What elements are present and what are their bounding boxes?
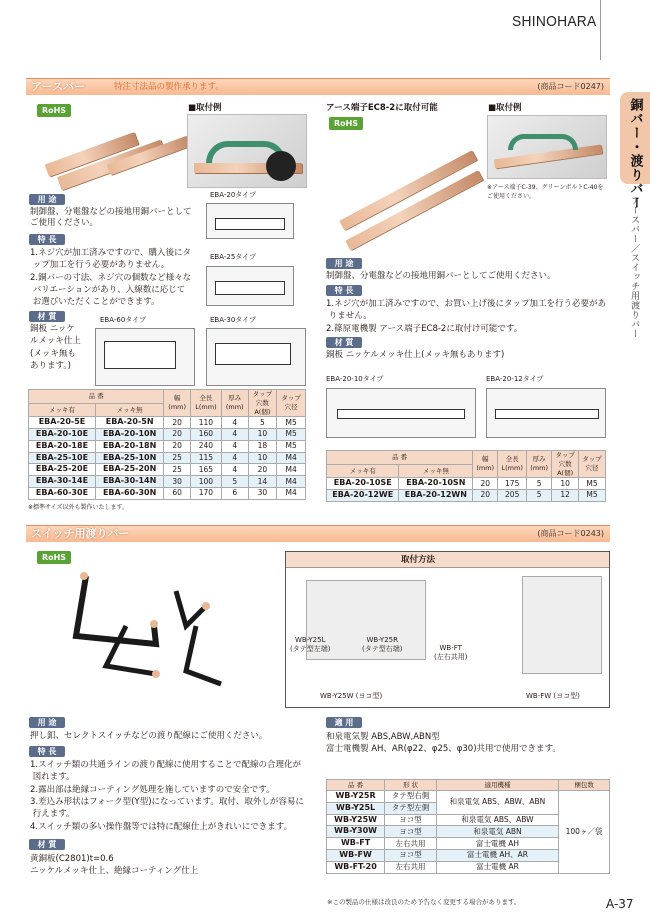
table-cell: EBA-20-5E <box>29 417 96 429</box>
table1-note: ※標準サイズ以外も製作いたします。 <box>28 504 129 511</box>
switchbar-code: (商品コード0243) <box>537 529 604 538</box>
usage-text: 制御盤、分電盤などの接地用銅バーとして ご使用ください。 <box>30 207 192 229</box>
table-cell: 240 <box>190 440 221 452</box>
type-eba25: EBA-25タイプ <box>210 253 256 261</box>
mount-drawing-fw <box>522 576 602 674</box>
earthbar-title: アースバー <box>31 80 86 93</box>
brand-logo: SHINOHARA <box>512 13 597 30</box>
type-eba20-10: EBA-20-10タイプ <box>326 375 384 383</box>
material-text: 銅板 ニッケ ルメッキ仕上 (メッキ無も あります。) <box>30 324 81 371</box>
th-holes: タップ 穴数 A(個) <box>248 390 277 417</box>
label-y25r: WB-Y25R (タテ型右端) <box>362 636 403 654</box>
ec-usage-tag: 用 途 <box>326 258 362 269</box>
earthbar-code: (商品コード0247) <box>537 82 604 91</box>
table-cell: WB-FT-20 <box>327 861 385 873</box>
table-cell: 60 <box>164 488 191 500</box>
table-cell: EBA-25-20E <box>29 464 96 476</box>
table-cell: 4 <box>221 464 248 476</box>
table-cell: M4 <box>277 464 306 476</box>
table-row <box>327 478 606 490</box>
label-y25w: WB-Y25W (ヨコ型) <box>320 692 383 700</box>
drawing-eba20-10 <box>326 388 476 438</box>
table-cell: 5 <box>221 476 248 488</box>
ec-mount-photo <box>487 115 607 179</box>
ec-photo <box>325 130 480 248</box>
table-cell: M5 <box>277 417 306 429</box>
ec-material-tag: 材 質 <box>326 337 362 348</box>
table-cell: 20 <box>164 440 191 452</box>
table-cell: EBA-20-18E <box>29 440 96 452</box>
table-cell: EBA-25-10E <box>29 452 96 464</box>
earthbar-spec-table <box>28 389 306 500</box>
footer-note: ※この製品の仕様は改良のため予告なく変更する場合があります。 <box>327 898 521 906</box>
table-cell: 30 <box>248 488 277 500</box>
rohs-badge-2: RoHS <box>329 117 363 130</box>
th-hinban: 品 番 <box>29 390 164 404</box>
earthbar-photo <box>36 120 178 192</box>
table-cell: EBA-20-5N <box>95 417 163 429</box>
table-cell: WB-Y25W <box>327 814 385 826</box>
table-cell: EBA-30-14E <box>29 476 96 488</box>
earthbar-banner <box>26 78 610 95</box>
mount-example-label: ■取付例 <box>188 103 222 113</box>
sw-apply-tag: 適 用 <box>326 717 362 728</box>
th-length: 全長 L(mm) <box>190 390 221 417</box>
table-cell: タテ型左側 <box>385 802 437 814</box>
mount-example-photo <box>187 114 307 188</box>
th2-holes: タップ 穴数 A(個) <box>552 451 579 478</box>
switchbar-title: スイッチ用渡りバー <box>31 527 130 540</box>
table-cell: EBA-20-10SN <box>399 478 473 490</box>
table-cell: 5 <box>248 417 277 429</box>
pack-cell: 100ヶ／袋 <box>559 791 610 874</box>
table-cell: M4 <box>277 452 306 464</box>
table-cell: 110 <box>190 417 221 429</box>
th2-thick: 厚み (mm) <box>527 451 552 478</box>
table-cell: EBA-20-12WN <box>399 490 473 502</box>
table-cell: 左右共用 <box>385 861 437 873</box>
table-cell: 165 <box>190 464 221 476</box>
table-row <box>29 440 306 452</box>
table-cell: WB-FW <box>327 849 385 861</box>
ec-material-text: 銅板 ニッケルメッキ仕上(メッキ無もあります) <box>326 350 505 360</box>
th2-tap: タップ 穴径 <box>579 451 606 478</box>
table-row <box>327 490 606 502</box>
table-cell: 20 <box>473 490 498 502</box>
table-cell: WB-FT <box>327 838 385 850</box>
table-cell: EBA-20-10SE <box>327 478 399 490</box>
table-cell: EBA-60-30N <box>95 488 163 500</box>
table-cell: 和泉電気 ABS、ABW、ABN <box>436 791 558 815</box>
table-cell: WB-Y25L <box>327 802 385 814</box>
type-eba30: EBA-30タイプ <box>210 316 256 324</box>
table-cell: EBA-20-12WE <box>327 490 399 502</box>
th-width: 幅 (mm) <box>164 390 191 417</box>
table-cell: 30 <box>164 476 191 488</box>
table-cell: 4 <box>221 417 248 429</box>
table-cell: EBA-25-10N <box>95 452 163 464</box>
table-cell: M4 <box>277 476 306 488</box>
mount-method-title: 取付方法 <box>401 555 436 565</box>
th-tap: タップ 穴径 <box>277 390 306 417</box>
ec-title: アース端子EC8-2に取付可能 <box>326 103 438 113</box>
mount-example-label-2: ■取付例 <box>488 103 522 113</box>
table-cell: WB-Y25R <box>327 791 385 803</box>
switchbar-banner <box>26 525 610 542</box>
table-row <box>29 452 306 464</box>
table-cell: 205 <box>498 490 527 502</box>
table-cell: 20 <box>473 478 498 490</box>
th-unplated: メッキ無 <box>95 403 163 417</box>
table-cell: M4 <box>277 488 306 500</box>
table-cell: 5 <box>527 490 552 502</box>
sw-features-tag: 特 長 <box>29 746 65 757</box>
th2-plated: メッキ有 <box>327 464 399 478</box>
rohs-badge-3: RoHS <box>37 551 71 564</box>
label-fw: WB-FW (ヨコ型) <box>526 692 580 700</box>
table-cell: 10 <box>248 429 277 441</box>
table-cell: ヨコ型 <box>385 826 437 838</box>
features-text: 1.ネジ穴が加工済みですので、購入後にタ ップ加工を行う必要がありません。 2.銅バーの寸法、ネジ穴の個数など様々な バリエーションがあり、入線数に応じて お選びいただくことができます。 <box>30 248 192 308</box>
side-subtitle: アースバー／スイッチ用渡りバー <box>629 196 640 339</box>
drawing-eba25 <box>206 266 294 306</box>
table-cell: 6 <box>221 488 248 500</box>
table-cell: 12 <box>552 490 579 502</box>
table-cell: WB-Y30W <box>327 826 385 838</box>
sw-apply-text: 和泉電気製 ABS,ABW,ABN型 富士電機製 AH、AR(φ22、φ25、φ30)共用で使用できます。 <box>326 732 561 755</box>
usage-tag: 用 途 <box>29 194 65 205</box>
header-divider <box>600 0 601 60</box>
table-row <box>29 464 306 476</box>
ec-usage-text: 制御盤、分電盤などの接地用銅バーとしてご使用ください。 <box>326 271 556 281</box>
drawing-eba20-12 <box>486 388 606 438</box>
switchbar-illustration <box>36 566 236 696</box>
table-cell: 4 <box>221 429 248 441</box>
table-cell: EBA-25-20N <box>95 464 163 476</box>
table-cell: EBA-60-30E <box>29 488 96 500</box>
table-cell: 4 <box>221 440 248 452</box>
table-cell: 25 <box>164 452 191 464</box>
table-cell: 175 <box>498 478 527 490</box>
side-tab-label: 銅バー・渡りバー <box>627 98 643 210</box>
table-cell: 和泉電気 ABS、ABW <box>436 814 558 826</box>
table-cell: 18 <box>248 440 277 452</box>
table-cell: 和泉電気 ABN <box>436 826 558 838</box>
sw-features-text: 1.スイッチ類の共通ラインの渡り配線に使用することで配線の合理化が 図れます。 2.露出部は絶縁コーティング処理を施していますので安全です。 3.差込み形状はフォーク型(Y型)になっています。取付、取外しが容易に 行えます。 4.スイッチ類の多い操作盤等では特に配線仕上がきれいにできます。 <box>30 760 304 832</box>
table-row <box>29 429 306 441</box>
table-cell: 10 <box>552 478 579 490</box>
ec-spec-table <box>326 450 606 502</box>
table-row <box>29 476 306 488</box>
table-cell: 14 <box>248 476 277 488</box>
features-tag: 特 長 <box>29 234 65 245</box>
ec-note: ※アース端子C-39、グリーンボルトC-40を ご使用ください。 <box>487 184 604 200</box>
sw-th-hinban: 品 番 <box>327 780 385 791</box>
table-cell: EBA-20-10N <box>95 429 163 441</box>
ec-table-body <box>327 478 606 502</box>
th2-length: 全長 L(mm) <box>498 451 527 478</box>
type-eba20-12: EBA-20-12タイプ <box>486 375 544 383</box>
earthbar-table-body <box>29 417 306 500</box>
table-cell: 20 <box>164 429 191 441</box>
table-cell: M5 <box>579 490 606 502</box>
label-ft: WB-FT (左右共用) <box>434 644 468 662</box>
table-cell: 富士電機 AH <box>436 838 558 850</box>
table-cell: EBA-30-14N <box>95 476 163 488</box>
ec-features-tag: 特 長 <box>326 285 362 296</box>
drawing-eba60 <box>95 328 195 386</box>
table-cell: 富士電機 AH、AR <box>436 849 558 861</box>
rohs-badge: RoHS <box>37 104 71 117</box>
th2-unplated: メッキ無 <box>399 464 473 478</box>
type-eba20: EBA-20タイプ <box>210 191 256 199</box>
table-cell: 4 <box>221 452 248 464</box>
th2-hinban: 品 番 <box>327 451 473 465</box>
label-y25l: WB-Y25L (タテ型左端) <box>290 636 331 654</box>
table-cell: 25 <box>164 464 191 476</box>
switchbar-table-body <box>327 791 610 874</box>
switchbar-photo <box>36 566 236 696</box>
table-cell: 20 <box>248 464 277 476</box>
table-cell: タテ型右側 <box>385 791 437 803</box>
sw-th-shape: 形 状 <box>385 780 437 791</box>
ec-features-text: 1.ネジ穴が加工済みですので、お買い上げ後にタップ加工を行う必要があ りません。 2.篠原電機製 アース端子EC8-2に取付け可能です。 <box>326 299 606 334</box>
th2-width: 幅 (mm) <box>473 451 498 478</box>
table-cell: 115 <box>190 452 221 464</box>
table-row <box>327 791 610 803</box>
table-cell: EBA-20-10E <box>29 429 96 441</box>
sw-material-tag: 材 質 <box>29 839 65 850</box>
th-plated: メッキ有 <box>29 403 96 417</box>
table-cell: ヨコ型 <box>385 814 437 826</box>
sw-usage-tag: 用 途 <box>29 717 65 728</box>
table-cell: 20 <box>164 417 191 429</box>
table-cell: M5 <box>277 440 306 452</box>
mount-method-box <box>285 551 610 708</box>
sw-th-pack: 梱包数 <box>559 780 610 791</box>
table-cell: 10 <box>248 452 277 464</box>
drawing-eba20 <box>206 203 294 239</box>
table-cell: 170 <box>190 488 221 500</box>
table-cell: 5 <box>527 478 552 490</box>
type-eba60: EBA-60タイプ <box>100 316 146 324</box>
sw-material-text: 黄銅板(C2801)t=0.6 ニッケルメッキ仕上、絶縁コーティング仕上 <box>30 854 199 877</box>
material-tag: 材 質 <box>29 311 65 322</box>
table-row <box>29 488 306 500</box>
th-thick: 厚み (mm) <box>221 390 248 417</box>
table-row <box>29 417 306 429</box>
table-cell: 左右共用 <box>385 838 437 850</box>
table-cell: EBA-20-18N <box>95 440 163 452</box>
page-number: A-37 <box>606 897 634 911</box>
table-cell: M5 <box>277 429 306 441</box>
table-cell: M5 <box>579 478 606 490</box>
table-cell: ヨコ型 <box>385 849 437 861</box>
table-cell: 富士電機 AR <box>436 861 558 873</box>
sw-th-model: 適用機種 <box>436 780 558 791</box>
drawing-eba30 <box>206 328 306 386</box>
switchbar-table <box>326 779 610 874</box>
table-cell: 160 <box>190 429 221 441</box>
sw-usage-text: 押し釦、セレクトスイッチなどの渡り配線にご使用ください。 <box>30 731 268 741</box>
earthbar-note: 特注寸法品の製作承ります。 <box>114 82 224 92</box>
table-cell: 100 <box>190 476 221 488</box>
